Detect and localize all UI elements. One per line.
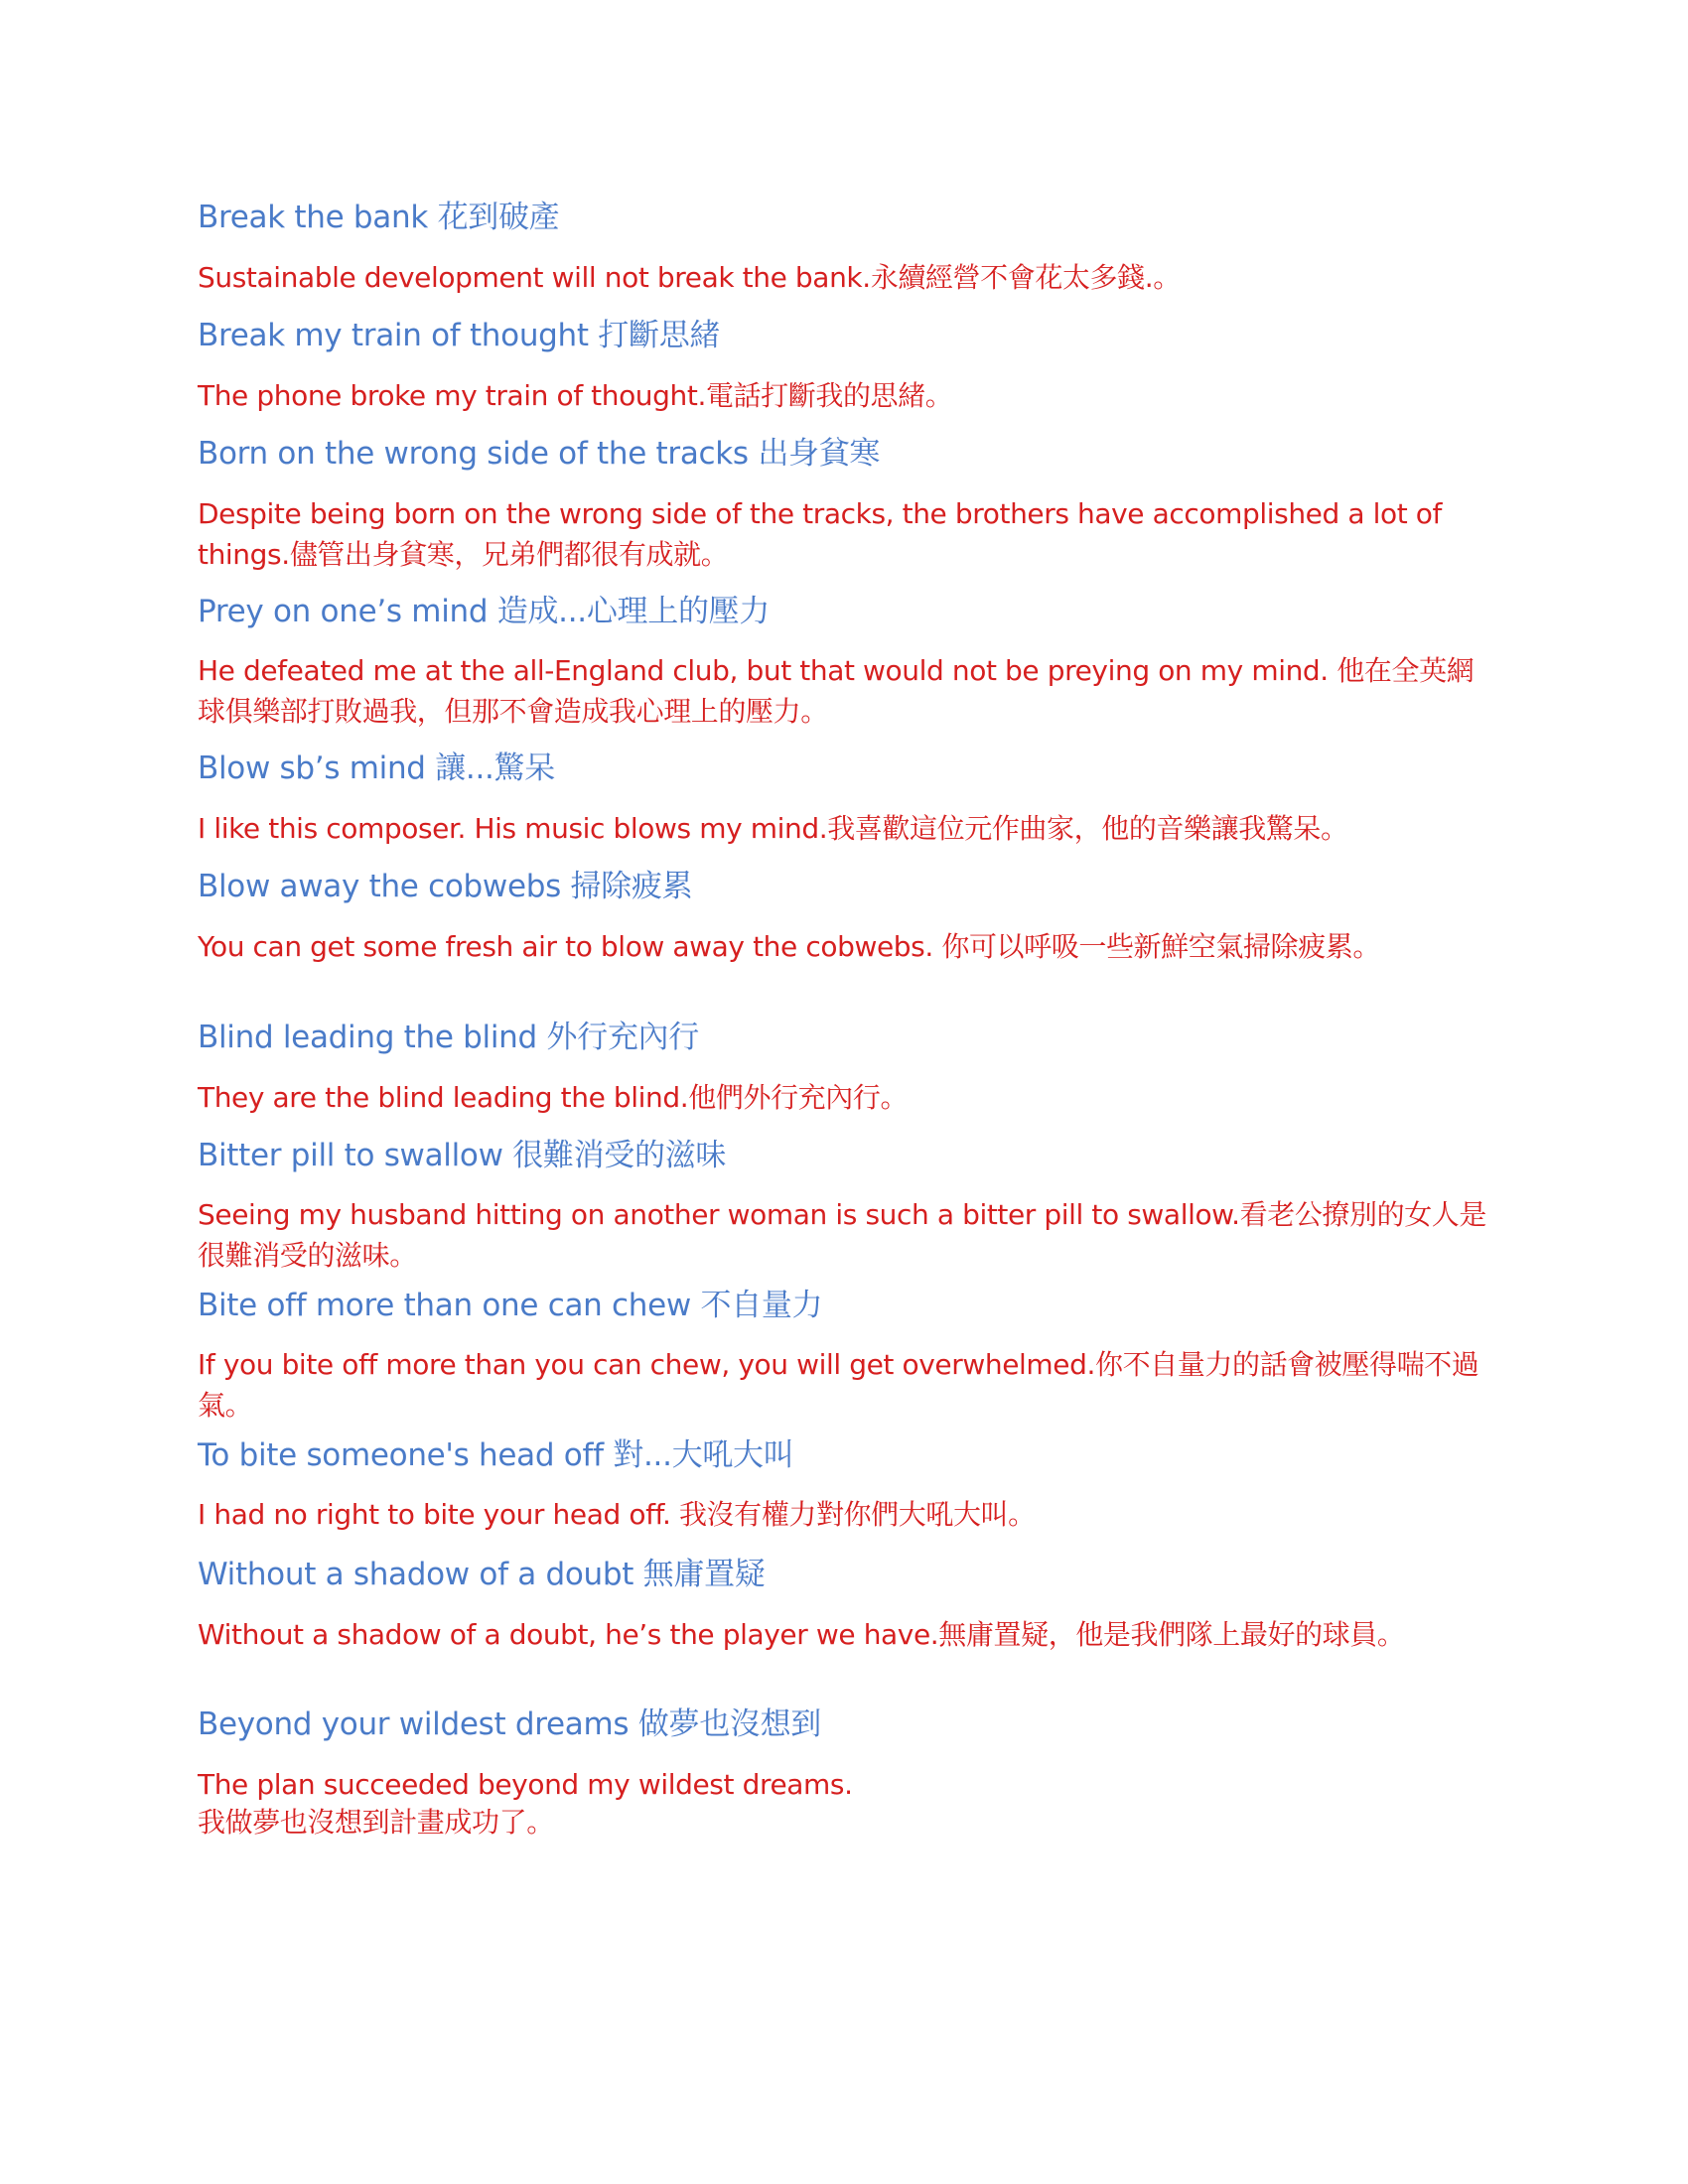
idiom-heading: Beyond your wildest dreams 做夢也沒想到 (198, 1706, 821, 1742)
example-sentence: He defeated me at the all-England club, but that would not be preying on my mind. 他在全英網球俱樂部打敗過我，但那不會造成我心理上的壓力。 (198, 654, 1475, 728)
example-sentence: Despite being born on the wrong side of the tracks, the brothers have accomplished a lot of things.儘管出身貧寒，兄弟們都很有成就。 (198, 497, 1442, 571)
example-sentence: I had no right to bite your head off. 我沒有權力對你們大吼大叫。 (198, 1498, 1036, 1531)
idiom-heading: Bitter pill to swallow 很難消受的滋味 (198, 1138, 727, 1173)
idiom-heading: Without a shadow of a doubt 無庸置疑 (198, 1557, 766, 1592)
example-sentence: The phone broke my train of thought.電話打斷我的思緒。 (198, 379, 953, 412)
example-sentence: Seeing my husband hitting on another woman is such a bitter pill to swallow.看老公撩別的女人是很難消受的滋味。 (198, 1198, 1487, 1272)
idiom-heading: Prey on one’s mind 造成...心理上的壓力 (198, 594, 771, 629)
idiom-heading: Break the bank 花到破產 (198, 200, 560, 235)
idiom-heading: Blow away the cobwebs 掃除疲累 (198, 869, 693, 904)
example-sentence-translation: 我做夢也沒想到計畫成功了。 (198, 1806, 554, 1839)
example-sentence: I like this composer. His music blows my mind.我喜歡這位元作曲家，他的音樂讓我驚呆。 (198, 812, 1348, 845)
idiom-heading: To bite someone's head off 對...大吼大叫 (198, 1437, 794, 1473)
idiom-heading: Blow sb’s mind 讓...驚呆 (198, 751, 555, 786)
example-sentence: Sustainable development will not break the bank.永續經營不會花太多錢.。 (198, 261, 1181, 294)
idiom-heading: Bite off more than one can chew 不自量力 (198, 1288, 823, 1323)
example-sentence: Without a shadow of a doubt, he’s the player we have.無庸置疑，他是我們隊上最好的球員。 (198, 1618, 1405, 1651)
example-sentence: You can get some fresh air to blow away the cobwebs. 你可以呼吸一些新鮮空氣掃除疲累。 (198, 930, 1380, 963)
idiom-heading: Break my train of thought 打斷思緒 (198, 318, 721, 353)
example-sentence: If you bite off more than you can chew, you will get overwhelmed.你不自量力的話會被壓得喘不過氣。 (198, 1348, 1479, 1422)
example-sentence: The plan succeeded beyond my wildest dreams. (198, 1768, 853, 1801)
idiom-heading: Born on the wrong side of the tracks 出身貧寒 (198, 436, 881, 472)
idiom-heading: Blind leading the blind 外行充內行 (198, 1020, 699, 1055)
example-sentence: They are the blind leading the blind.他們外行充內行。 (198, 1081, 909, 1114)
